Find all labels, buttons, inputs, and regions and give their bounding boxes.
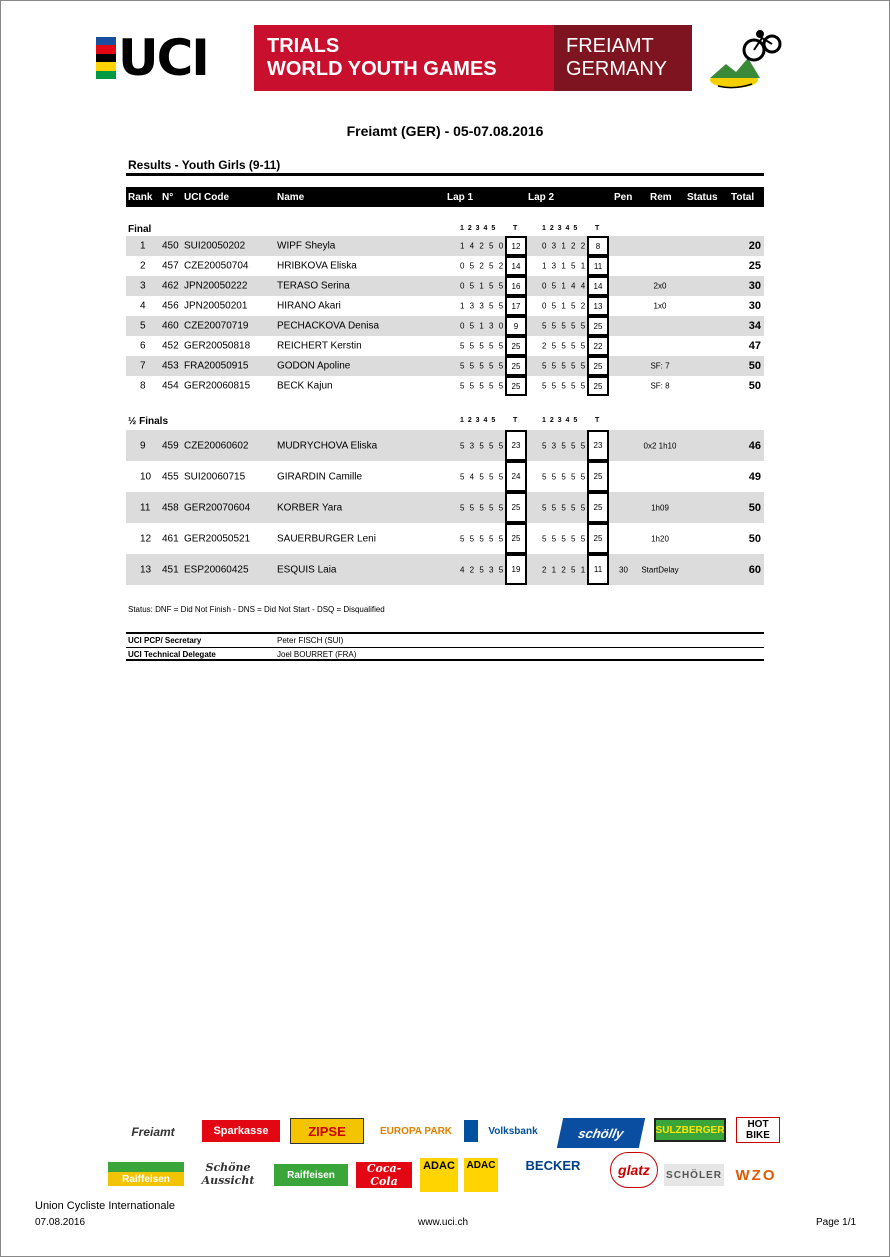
banner-line-freiamt: FREIAMT	[566, 35, 654, 57]
col-rem: Rem	[650, 192, 672, 203]
col-pen: Pen	[614, 192, 633, 203]
col-lap1: Lap 1	[447, 192, 474, 203]
banner-line-games: WORLD YOUTH GAMES	[267, 58, 497, 80]
rank-cell: 5	[140, 320, 146, 332]
total-cell: 50	[748, 501, 761, 514]
table-row	[126, 461, 764, 492]
sponsor-logo-raiffeisen-technik: Raiffeisen	[108, 1162, 184, 1186]
start-number-cell: 451	[162, 564, 179, 575]
uci-code-cell: JPN20050201	[184, 300, 248, 312]
remark-cell: SF: 8	[650, 381, 670, 391]
table-row	[126, 256, 764, 276]
rider-name-cell: BECK Kajun	[277, 380, 333, 392]
lap2-sections-cell: 5 5 5 5 5	[542, 534, 587, 543]
lap2-sections-header: 1 2 3 4 5	[542, 225, 579, 232]
lap2-total-box: 25	[587, 376, 609, 396]
total-cell: 46	[748, 439, 761, 452]
section-label-semi-finals: ½ Finals	[128, 416, 169, 427]
semi-lap1-sections-header: 1 2 3 4 5	[460, 417, 497, 424]
sponsor-logo-adac: ADAC	[420, 1158, 458, 1192]
officials-rule-middle	[126, 647, 764, 648]
rank-cell: 1	[140, 240, 146, 252]
col-rank: Rank	[128, 192, 153, 203]
lap2-sections-cell: 5 5 5 5 5	[542, 472, 587, 481]
sponsor-logo-europa-park: EUROPA PARK	[379, 1125, 453, 1137]
start-number-cell: 462	[162, 280, 179, 292]
rank-cell: 2	[140, 260, 146, 272]
sponsor-logo-schone-aussicht: Schöne Aussicht	[201, 1162, 255, 1186]
rank-cell: 11	[140, 502, 151, 513]
start-number-cell: 457	[162, 260, 179, 272]
lap1-total-box: 14	[505, 256, 527, 276]
sponsor-logo-glatz: glatz	[610, 1152, 658, 1188]
uci-code-cell: CZE20050704	[184, 260, 249, 272]
lap2-sections-cell: 0 5 1 4 4	[542, 281, 587, 291]
sponsor-logo-zipse: ZIPSE	[290, 1118, 364, 1144]
lap1-total-box: 16	[505, 276, 527, 296]
lap1-sections-header: 1 2 3 4 5	[460, 225, 497, 232]
lap1-total-header: T	[513, 225, 519, 232]
status-legend: Status: DNF = Did Not Finish - DNS = Did Not Start - DSQ = Disqualified	[128, 605, 385, 614]
lap1-sections-cell: 5 5 5 5 5	[460, 361, 505, 371]
start-number-cell: 450	[162, 240, 179, 252]
official-role-technical-delegate: UCI Technical Delegate	[128, 650, 216, 659]
lap2-total-box: 25	[587, 461, 609, 492]
sponsor-logo-raiffeisen-baucenter: Raiffeisen	[274, 1164, 348, 1186]
total-cell: 34	[748, 320, 761, 332]
total-cell: 50	[748, 532, 761, 545]
event-banner	[254, 25, 692, 91]
lap1-total-box: 25	[505, 376, 527, 396]
officials-rule-bottom	[126, 659, 764, 661]
uci-code-cell: GER20070604	[184, 502, 251, 513]
sponsor-logo-volksbank: Volksbank	[464, 1120, 548, 1142]
remark-cell: 1x0	[653, 301, 667, 311]
rank-cell: 7	[140, 360, 146, 372]
lap2-sections-cell: 0 5 1 5 2	[542, 301, 587, 311]
start-number-cell: 458	[162, 502, 179, 513]
banner-line-germany: GERMANY	[566, 58, 668, 80]
uci-code-cell: GER20050818	[184, 340, 251, 352]
sponsor-logo-wzo: WZO	[735, 1166, 777, 1184]
uci-code-cell: CZE20070719	[184, 320, 249, 332]
lap1-sections-cell: 5 5 5 5 5	[460, 341, 505, 351]
lap1-total-box: 19	[505, 554, 527, 585]
lap1-total-box: 25	[505, 492, 527, 523]
rank-cell: 8	[140, 380, 146, 392]
sponsor-logo-adac-sudbaden: ADAC	[464, 1158, 498, 1192]
lap2-sections-cell: 5 3 5 5 5	[542, 441, 587, 450]
lap2-total-box: 13	[587, 296, 609, 316]
remark-cell: 2x0	[653, 281, 667, 291]
lap2-total-box: 14	[587, 276, 609, 296]
official-name-technical-delegate: Joel BOURRET (FRA)	[277, 650, 357, 659]
lap1-total-box: 25	[505, 356, 527, 376]
results-table-header	[126, 187, 764, 207]
sponsor-logo-scholly: schölly	[557, 1118, 645, 1148]
table-row	[126, 356, 764, 376]
semi-lap1-total-header: T	[513, 417, 519, 424]
lap2-sections-cell: 2 1 2 5 1	[542, 565, 587, 574]
uci-code-cell: JPN20050222	[184, 280, 248, 292]
table-row	[126, 430, 764, 461]
lap1-sections-cell: 5 5 5 5 5	[460, 534, 505, 543]
lap2-total-box: 8	[587, 236, 609, 256]
remark-cell: 1h09	[651, 503, 669, 512]
rank-cell: 12	[140, 533, 152, 544]
uci-logo	[96, 29, 208, 87]
semi-lap2-sections-header: 1 2 3 4 5	[542, 417, 579, 424]
remark-cell: 0x2 1h10	[643, 441, 677, 450]
lap2-total-box: 11	[587, 554, 609, 585]
sponsor-logo-sulzberger: SULZBERGER	[654, 1118, 726, 1142]
start-number-cell: 459	[162, 440, 179, 451]
uci-code-cell: GER20060815	[184, 380, 251, 392]
rider-name-cell: HRIBKOVA Eliska	[277, 260, 357, 272]
total-cell: 20	[748, 240, 761, 252]
uci-code-cell: SUI20050202	[184, 240, 246, 252]
rider-name-cell: MUDRYCHOVA Eliska	[277, 440, 378, 451]
sponsor-logo-becker: BECKER	[525, 1158, 581, 1173]
rank-cell: 6	[140, 340, 146, 352]
uci-code-cell: ESP20060425	[184, 564, 249, 575]
sponsor-logo-coca-cola: Coca-Cola	[356, 1162, 412, 1188]
col-lap2: Lap 2	[528, 192, 555, 203]
uci-code-cell: SUI20060715	[184, 471, 246, 482]
total-cell: 50	[748, 380, 761, 392]
total-cell: 30	[748, 280, 761, 292]
lap2-total-box: 22	[587, 336, 609, 356]
rank-cell: 13	[140, 564, 152, 575]
start-number-cell: 456	[162, 300, 179, 312]
table-row	[126, 276, 764, 296]
lap2-sections-cell: 1 3 1 5 1	[542, 261, 587, 271]
lap1-total-box: 17	[505, 296, 527, 316]
rider-name-cell: HIRANO Akari	[277, 300, 341, 312]
total-cell: 60	[748, 563, 761, 576]
sponsor-logo-scholer: SCHÖLER	[664, 1164, 724, 1186]
table-row	[126, 523, 764, 554]
lap2-sections-cell: 5 5 5 5 5	[542, 321, 587, 331]
table-row	[126, 554, 764, 585]
rider-name-cell: ESQUIS Laia	[277, 564, 337, 575]
uci-rainbow-stripes	[96, 37, 116, 79]
officials-rule-top	[126, 632, 764, 634]
table-row	[126, 236, 764, 256]
rider-name-cell: PECHACKOVA Denisa	[277, 320, 380, 332]
lap2-total-box: 11	[587, 256, 609, 276]
lap1-total-box: 23	[505, 430, 527, 461]
lap1-total-box: 9	[505, 316, 527, 336]
col-total: Total	[731, 192, 755, 203]
start-number-cell: 453	[162, 360, 179, 372]
uci-code-cell: CZE20060602	[184, 440, 249, 451]
rank-cell: 3	[140, 280, 146, 292]
remark-cell: 1h20	[651, 534, 669, 543]
lap1-sections-cell: 5 5 5 5 5	[460, 381, 505, 391]
rider-name-cell: GIRARDIN Camille	[277, 471, 363, 482]
banner-right	[554, 25, 692, 91]
lap1-sections-cell: 0 5 1 5 5	[460, 281, 505, 291]
lap1-sections-cell: 1 4 2 5 0	[460, 241, 505, 251]
lap2-sections-cell: 0 3 1 2 2	[542, 241, 587, 251]
table-row	[126, 492, 764, 523]
lap2-total-box: 23	[587, 430, 609, 461]
lap2-total-header: T	[595, 225, 601, 232]
rider-name-cell: REICHERT Kerstin	[277, 340, 362, 352]
rank-cell: 4	[140, 300, 146, 312]
lap1-sections-cell: 4 2 5 3 5	[460, 565, 505, 574]
lap1-total-box: 24	[505, 461, 527, 492]
total-cell: 49	[748, 470, 761, 483]
lap1-total-box: 25	[505, 336, 527, 356]
remark-cell: SF: 7	[650, 361, 670, 371]
col-name: Name	[277, 192, 305, 203]
section-label-final: Final	[128, 224, 152, 235]
lap1-sections-cell: 5 5 5 5 5	[460, 503, 505, 512]
rider-name-cell: SAUERBURGER Leni	[277, 533, 376, 544]
lap2-total-box: 25	[587, 356, 609, 376]
lap1-sections-cell: 0 5 2 5 2	[460, 261, 505, 271]
col-uci-code: UCI Code	[184, 192, 229, 203]
lap1-sections-cell: 0 5 1 3 0	[460, 321, 505, 331]
sponsor-logo-hot-bike: HOT BIKE	[736, 1117, 780, 1143]
lap2-total-box: 25	[587, 492, 609, 523]
rank-cell: 10	[140, 471, 152, 482]
banner-line-trials: TRIALS	[267, 35, 340, 57]
total-cell: 25	[748, 260, 761, 272]
table-row	[126, 316, 764, 336]
rider-name-cell: KORBER Yara	[277, 502, 343, 513]
rider-name-cell: WIPF Sheyla	[277, 240, 336, 252]
footer-page-number: Page 1/1	[816, 1217, 857, 1228]
title-rule	[126, 173, 764, 176]
lap2-sections-cell: 5 5 5 5 5	[542, 381, 587, 391]
start-number-cell: 455	[162, 471, 179, 482]
lap1-total-box: 12	[505, 236, 527, 256]
col-status: Status	[687, 192, 718, 203]
start-number-cell: 454	[162, 380, 179, 392]
start-number-cell: 460	[162, 320, 179, 332]
lap2-sections-cell: 2 5 5 5 5	[542, 341, 587, 351]
total-cell: 30	[748, 300, 761, 312]
sponsor-logo-freiamt: Freiamt	[131, 1125, 175, 1139]
official-name-secretary: Peter FISCH (SUI)	[277, 636, 344, 645]
banner-left	[254, 25, 554, 91]
table-row	[126, 376, 764, 396]
lap1-sections-cell: 5 3 5 5 5	[460, 441, 505, 450]
semi-lap2-total-header: T	[595, 417, 601, 424]
table-row	[126, 296, 764, 316]
official-role-secretary: UCI PCP/ Secretary	[128, 636, 202, 645]
lap1-sections-cell: 1 3 3 5 5	[460, 301, 505, 311]
footer-organization: Union Cycliste Internationale	[35, 1200, 176, 1212]
sponsor-logo-sparkasse: Sparkasse	[202, 1120, 280, 1142]
col-number: N°	[162, 192, 174, 203]
lap1-sections-cell: 5 4 5 5 5	[460, 472, 505, 481]
table-row	[126, 336, 764, 356]
lap1-total-box: 25	[505, 523, 527, 554]
event-title: Freiamt (GER) - 05-07.08.2016	[346, 123, 544, 139]
remark-cell: StartDelay	[641, 565, 679, 574]
lap2-sections-cell: 5 5 5 5 5	[542, 361, 587, 371]
trials-bike-mascot-icon	[696, 28, 782, 92]
start-number-cell: 461	[162, 533, 179, 544]
lap2-total-box: 25	[587, 316, 609, 336]
uci-logo-text: UCI	[118, 29, 208, 87]
uci-code-cell: GER20050521	[184, 533, 251, 544]
uci-code-cell: FRA20050915	[184, 360, 249, 372]
results-category-title: Results - Youth Girls (9-11)	[128, 158, 281, 172]
total-cell: 50	[748, 360, 761, 372]
start-number-cell: 452	[162, 340, 179, 352]
penalty-cell: 30	[619, 565, 628, 574]
rider-name-cell: GODON Apoline	[277, 360, 351, 372]
total-cell: 47	[748, 340, 761, 352]
rider-name-cell: TERASO Serina	[277, 280, 350, 292]
footer-url[interactable]: www.uci.ch	[418, 1217, 469, 1228]
lap2-total-box: 25	[587, 523, 609, 554]
lap2-sections-cell: 5 5 5 5 5	[542, 503, 587, 512]
footer-date: 07.08.2016	[35, 1217, 86, 1228]
rank-cell: 9	[140, 440, 146, 451]
